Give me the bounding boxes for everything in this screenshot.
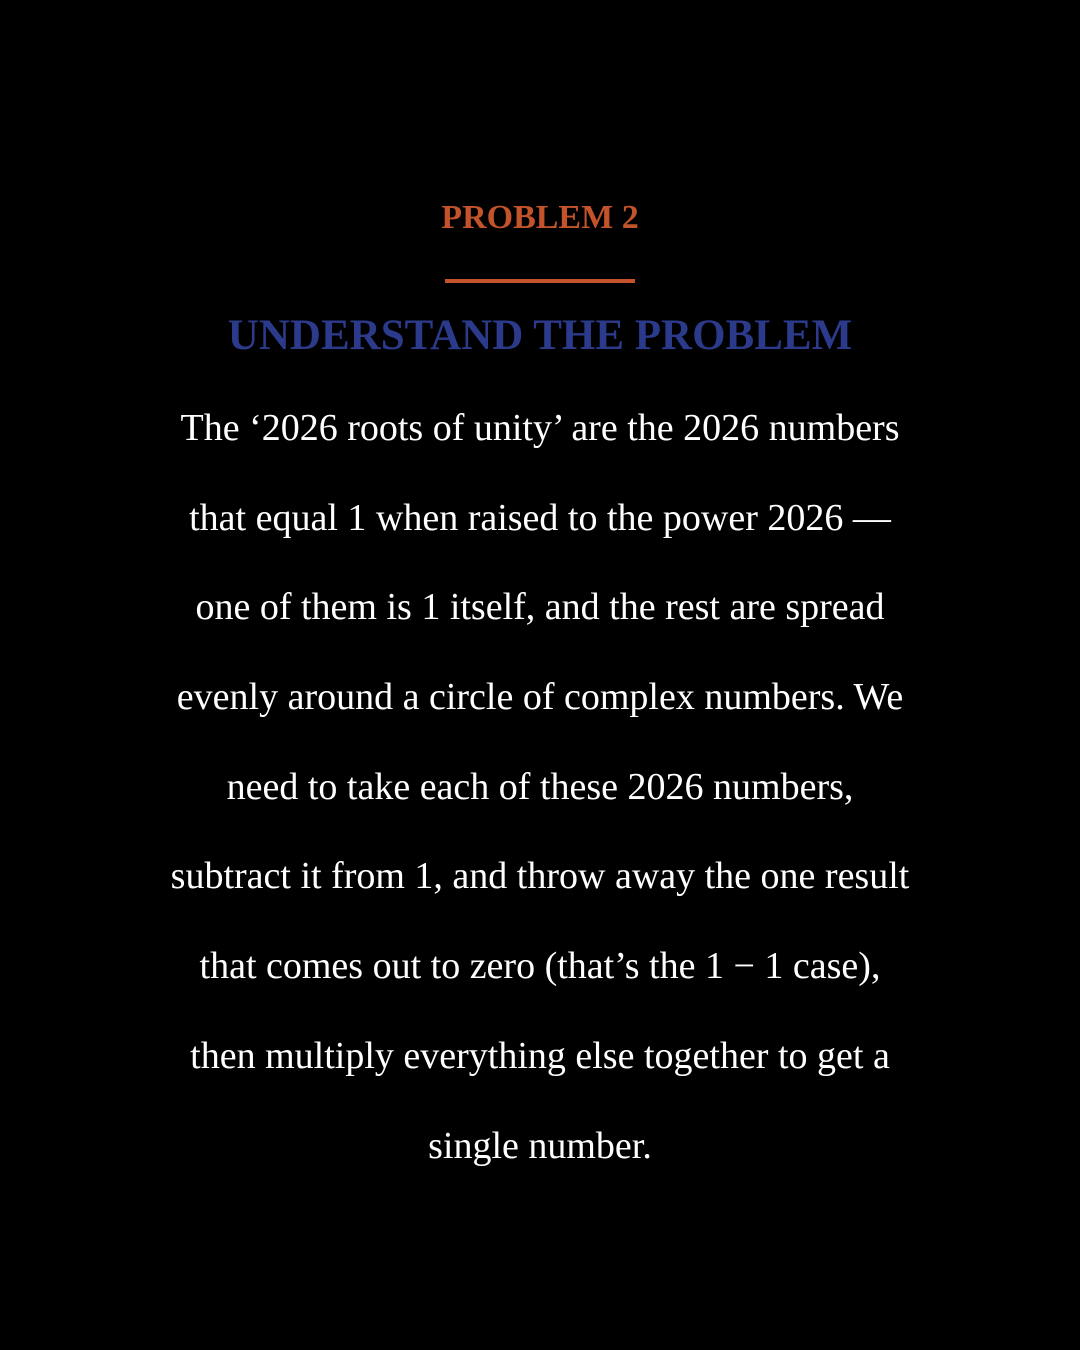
body-line: need to take each of these 2026 numbers, <box>226 765 854 808</box>
problem-label: PROBLEM 2 <box>441 199 639 236</box>
body-line: evenly around a circle of complex numbers. We <box>176 676 904 719</box>
body-line: that equal 1 when raised to the power 2026 — <box>189 496 891 539</box>
body-text <box>0 403 1080 1210</box>
section-heading: UNDERSTAND THE PROBLEM <box>227 312 853 359</box>
body-line: then multiply everything else together to get a <box>190 1034 890 1077</box>
body-line: one of them is 1 itself, and the rest are spread <box>195 586 885 629</box>
body-line: single number. <box>428 1124 652 1167</box>
body-line: that comes out to zero (that’s the 1 − 1 case), <box>199 945 881 988</box>
body-line: subtract it from 1, and throw away the one result <box>170 855 910 898</box>
divider-rule <box>445 279 635 283</box>
body-line: The ‘2026 roots of unity’ are the 2026 numbers <box>180 407 900 449</box>
